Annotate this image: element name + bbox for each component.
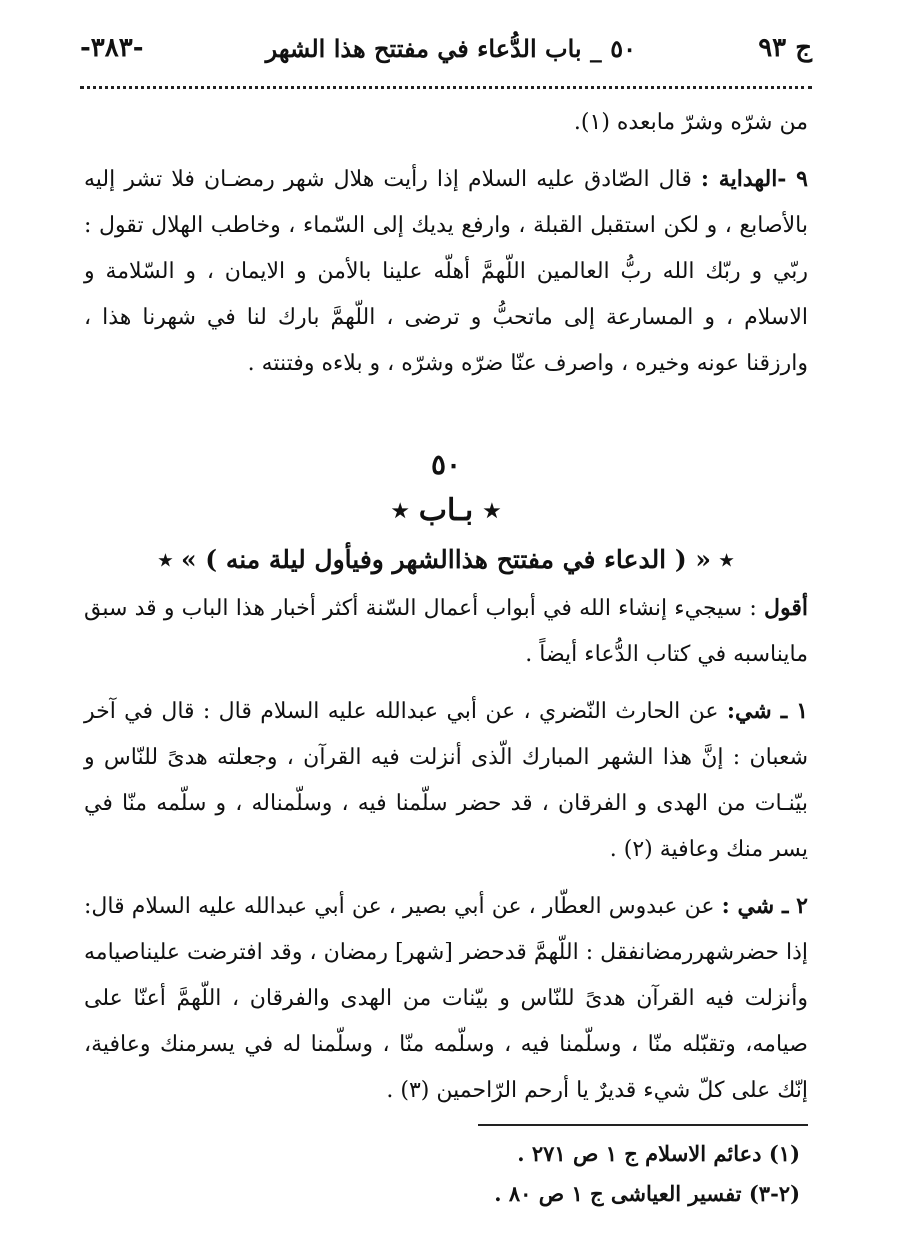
section-number: ٥٠ <box>430 448 462 481</box>
narration-2-text: عن عبدوس العطّار ، عن أبي بصير ، عن أبي عبدالله عليه السلام قال: إذا حضرشهررمضانفقل : اللّهمَّ قدحضر [شهر] رمضان ، وقد افترضت عليناصيامه وأنزلت فيه القرآن هدىً للنّاس و بيّنات من الهدى والفرقان ، اللّهمَّ أعنّا على صيامه، وتقبّله منّا ، وسلّمنا فيه ، وسلّمه منّا ، وسلّمنا له في يسرمنك وعافية، إنّك على كلّ شيء قديرٌ يا أرحم الرّاحمين (٣) . <box>84 894 808 1103</box>
narration-2-lead: ٢ ـ شي : <box>721 893 808 919</box>
aqul-text: : سيجيء إنشاء الله في أبواب أعمال السّنة أكثر أخبار هذا الباب و قد سبق مايناسبه في كتاب الدُّعاء أيضاً . <box>84 596 808 667</box>
footnote-rule <box>478 1124 808 1126</box>
narration-1-lead: ١ ـ شي: <box>726 698 809 724</box>
hidaya-paragraph <box>84 156 808 387</box>
bab-title: ٭ بـاب ٭ <box>391 493 501 528</box>
intro-line: من شرّه وشرّ مابعده (١). <box>573 110 808 135</box>
hidaya-text: قال الصّادق عليه السلام إذا رأيت هلال شهر رمضـان فلا تشر إليه بالأصابع ، و لكن استقبل القبلة ، وارفع يديك إلى السّماء ، وخاطب الهلال تقول : ربّي و ربّك الله ربُّ العالمين اللّهمَّ أهلّه علينا بالأمن و الايمان ، و السّلامة و الاسلام ، و المسارعة إلى ماتحبُّ و ترضى ، اللّهمَّ بارك لنا في شهرنا هذا ، وارزقنا عونه وخيره ، واصرف عنّا ضرّه وشرّه ، و بلاءه وفتنته . <box>84 167 808 376</box>
volume-number: ج ٩٣ <box>758 33 812 63</box>
footnotes <box>300 1134 800 1214</box>
narration-2 <box>84 883 808 1114</box>
main-text <box>84 100 808 1114</box>
section-subtitle: ٭ « ( الدعاء في مفتتح هذاالشهر وفيأول ليلة منه ) » ٭ <box>158 545 734 574</box>
aqul-lead: أقول <box>764 595 808 621</box>
aqul-paragraph <box>84 585 808 678</box>
header-dotted-rule <box>80 86 812 89</box>
running-header <box>80 28 812 68</box>
narration-1 <box>84 688 808 873</box>
footnote-2: (٢-٣) تفسير العياشى ج ١ ص ٨٠ . <box>494 1181 800 1206</box>
hidaya-lead: ٩ -الهداية : <box>700 166 808 192</box>
page-number: -٣٨٣- <box>80 33 144 63</box>
narration-1-text: عن الحارث النّضري ، عن أبي عبدالله عليه السلام قال : قال في آخر شعبان : إنَّ هذا الشهر المبارك الّذى أنزلت فيه القرآن ، وجعلته هدىً للنّاس و بيّنـات من الهدى و الفرقان ، قد حضر سلّمنا فيه ، وسلّمناله ، و سلّمه منّا في يسر منك وعافية (٢) . <box>84 699 808 862</box>
chapter-heading: ٥٠ _ باب الدُّعاء في مفتتح هذا الشهر <box>265 33 637 63</box>
footnote-1: (١) دعائم الاسلام ج ١ ص ٢٧١ . <box>517 1141 800 1166</box>
